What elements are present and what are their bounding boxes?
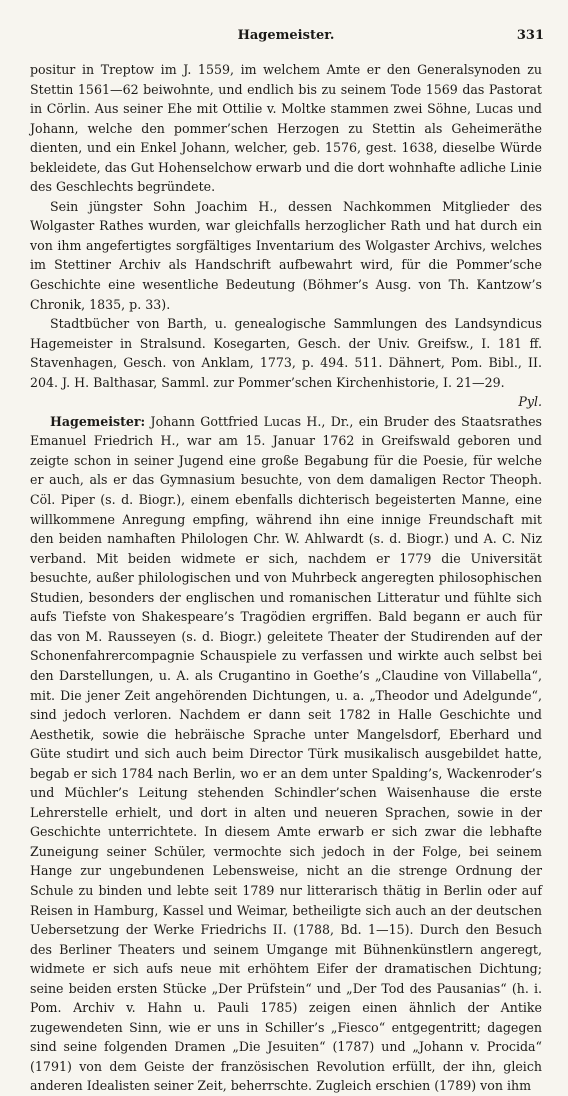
running-head: Hagemeister. [237,28,335,43]
paragraph-joachim: Sein jüngster Sohn Joachim H., dessen Nachkommen Mitglieder des Wolgaster Rathes wurden, war gleichfalls herzoglicher Rath und hat durch ein von ihm angefertigtes sorgfältiges Inventarium des Wolgaster Archivs, welches im Stettiner Archiv als Handschrift aufbewahrt wird, für die Pommer’sche Geschichte eine wesentliche Bedeutung (Böhmer’s Ausg. von Th. Kantzow’s Chronik, 1835, p. 33). [30,198,542,312]
entry-text: Johann Gottfried Lucas H., Dr., ein Bruder des Staatsrathes Emanuel Friedrich H., war am 15. Januar 1762 in Greifswald geboren und zeigte schon in seiner Jugend eine große Begabung für die Poesie, für welche er auch, als er das Gymnasium besuchte, von dem damaligen Rector Theoph. Cöl. Piper (s. d. Biogr.), einem ebenfalls dichterisch begeisterten Manne, eine willkommene Anregung empfing, während ihn eine innige Freundschaft mit den beiden namhaften Philologen Chr. W. Ahlwardt (s. d. Biogr.) und A. C. Niz verband. Mit beiden widmete er sich, nachdem er 1779 die Universität besuchte, außer philologischen und von Muhrbeck angeregten philosophischen Studien, besonders der englischen und romanischen Litteratur und fühlte sich aufs Tiefste von Shakespeare’s Tragödien ergriffen. Bald begann er auch für das von M. Rausseyen (s. d. Biogr.) geleitete Theater der Studirenden auf der Schonenfahrercompagnie Schauspiele zu verfassen und wirkte auch selbst bei den Darstellungen, u. A. als Crugantino in Goethe’s „Claudine von Villabella“, mit. Die jener Zeit angehörenden Dichtungen, u. a. „Theodor und Adelgunde“, sind jedoch verloren. Nachdem er dann seit 1782 in Halle Geschichte und Aesthetik, sowie die hebräische Sprache unter Mangelsdorf, Eberhard und Güte studirt und sich auch beim Director Türk musikalisch ausgebildet hatte, begab er sich 1784 nach Berlin, wo er an dem unter Spalding’s, Wackenroder’s und Müchler’s Leitung stehenden Schindler’schen Waisenhause die erste Lehrerstelle erhielt, und dort in alten und neueren Sprachen, sowie in der Geschichte unterrichtete. In diesem Amte erwarb er sich zwar die lebhafte Zuneigung seiner Schüler, vermochte sich jedoch in der Folge, bei seinem Hange zur ungebundenen Lebensweise, nicht an die strenge Ordnung der Schule zu binden und lebte seit 1789 nur litterarisch thätig in Berlin oder auf Reisen in Hamburg, Kassel und Weimar, betheiligte sich auch an der deutschen Uebersetzung der Werke Friedrichs II. (1788, Bd. 1—15). Durch den Besuch des Berliner Theaters und seinem Umgange mit Bühnenkünstlern angeregt, widmete er sich aufs neue mit erhöhtem Eifer der dramatischen Dichtung; seine beiden ersten Stücke „Der Prüfstein“ und „Der Tod des Pausanias“ (h. i. Pom. Archiv v. Hahn u. Pauli 1785) zeigen einen ähnlich der Antike zugewendeten Sinn, wie er uns in Schiller’s „Fiesco“ entgegentritt; dagegen sind seine folgenden Dramen „Die Jesuiten“ (1787) und „Johann v. Procida“ (1791) von dem Geiste der französischen Revolution erfüllt, der ihn, gleich anderen Idealisten seiner Zeit, beherrschte. Zugleich erschien (1789) von ihm [30,413,542,1094]
page-header [28,28,544,46]
body-text [30,60,542,1096]
author-signature: Pyl. [518,394,542,410]
sources-paragraph: Stadtbücher von Barth, u. genealogische Sammlungen des Landsyndicus Hagemeister in Stralsund. Kosegarten, Gesch. der Univ. Greifsw., I. 181 ff. Stavenhagen, Gesch. von Anklam, 1773, p. 494. 511. Dähnert, Pom. Bibl., II. 204. J. H. Balthasar, Samml. zur Pommer’schen Kirchenhistorie, I. 21—29. [30,316,542,390]
entry-headword: Hagemeister: [50,413,146,429]
entry-paragraph [30,412,542,1096]
paragraph-continuation: positur in Treptow im J. 1559, im welchem Amte er den Generalsynoden zu Stettin 1561—62 beiwohnte, und endlich bis zu seinem Tode 1569 das Pastorat in Cörlin. Aus seiner Ehe mit Ottilie v. Moltke stammen zwei Söhne, Lucas und Johann, welche den pommer’schen Herzogen zu Stettin als Geheimeräthe dienten, und ein Enkel Johann, welcher, geb. 1576, gest. 1638, dieselbe Würde bekleidete, das Gut Hohenselchow erwarb und die dort wohnhafte adliche Linie des Geschlechts begründete. [30,62,542,195]
page-number: 331 [516,28,544,43]
